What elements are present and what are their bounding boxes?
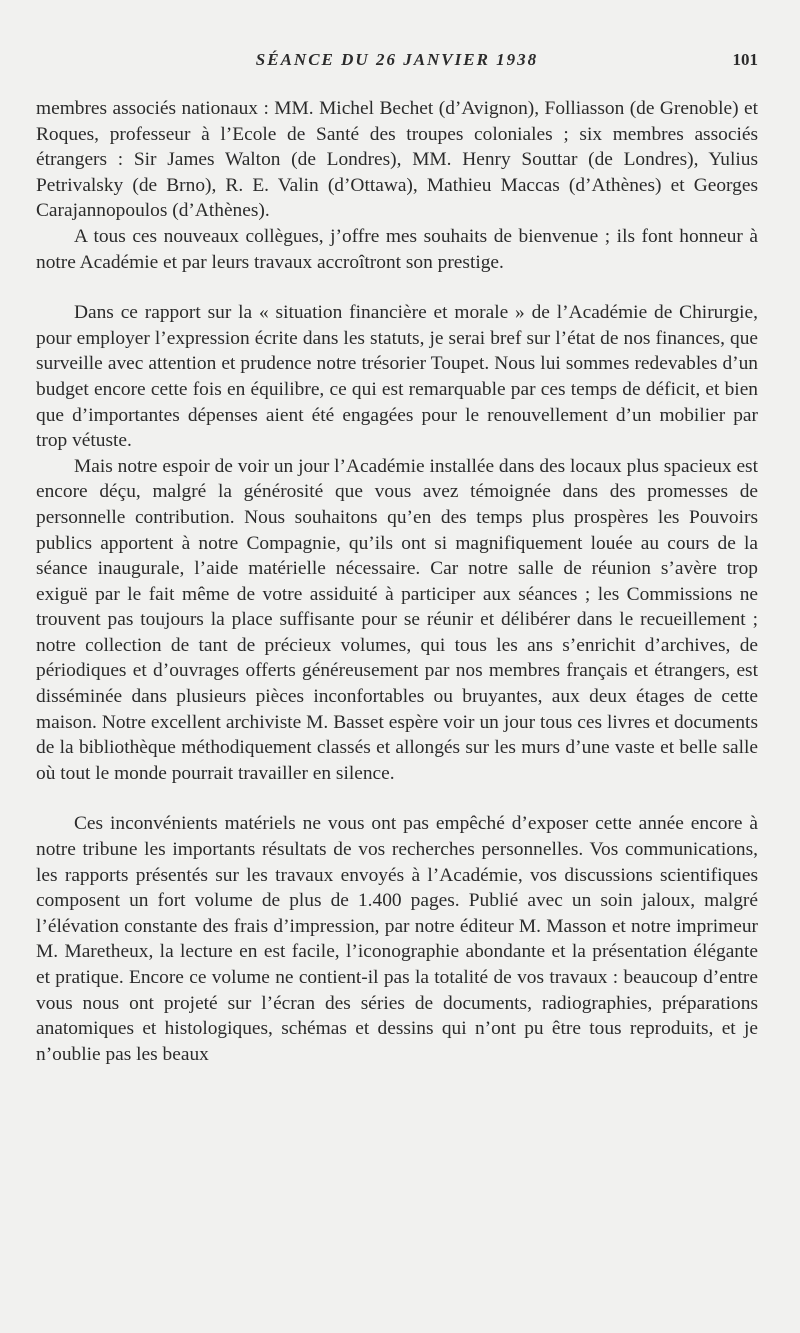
paragraph: Dans ce rapport sur la « situation financière et morale » de l’Académie de Chirurgie, pour employer l’expression écrite dans les statuts, je serai bref sur l’état de nos finances, que surveille avec attention et prudence notre trésorier Toupet. Nous lui sommes redevables d’un budget encore cette fois en équilibre, ce qui est remarquable par ces temps de déficit, et bien que d’importantes dépenses aient été engagées pour le renouvellement d’un mobilier par trop vétuste. — [36, 302, 758, 452]
page-number: 101 — [732, 50, 758, 69]
running-title: SÉANCE DU 26 JANVIER 1938 — [255, 50, 539, 69]
section-gap — [36, 275, 758, 300]
section-gap — [36, 786, 758, 811]
paragraph-continued: membres associés nationaux : MM. Michel Bechet (d’Avignon), Folliasson (de Grenoble) et Roques, professeur à l’Ecole de Santé des troupes coloniales ; six membres associés étrangers : Sir James Walton (de Londres), MM. Henry Souttar (de Londres), Yulius Petrivalsky (de Brno), R. E. Valin (d’Ottawa), Mathieu Maccas (d’Athènes) et Georges Carajannopoulos (d’Athènes). — [36, 98, 758, 222]
paragraph: A tous ces nouveaux collègues, j’offre mes souhaits de bienvenue ; ils font honneur à notre Académie et par leurs travaux accroîtront son prestige. — [36, 225, 758, 273]
body-text — [36, 96, 758, 1067]
paragraph: Ces inconvénients matériels ne vous ont pas empêché d’exposer cette année encore à notre tribune les importants résultats de vos recherches personnelles. Vos communications, les rapports présentés sur les travaux envoyés à l’Académie, vos discussions scientifiques composent un fort volume de plus de 1.400 pages. Publié avec un soin jaloux, malgré l’élévation constante des frais d’impression, par notre éditeur M. Masson et notre imprimeur M. Maretheux, la lecture en est facile, l’iconographie abondante et la présentation élégante et pratique. Encore ce volume ne contient-il pas la totalité de vos travaux : beaucoup d’entre vous nous ont projeté sur l’écran des séries de documents, radiographies, préparations anatomiques et histologiques, schémas et dessins qui n’ont pu être tous reproduits, et je n’oublie pas les beaux — [36, 813, 758, 1065]
running-header — [36, 50, 758, 78]
paragraph: Mais notre espoir de voir un jour l’Académie installée dans des locaux plus spacieux est encore déçu, malgré la générosité que vous avez témoignée dans des promesses de personnelle contribution. Nous souhaitons qu’en des temps plus prospères les Pouvoirs publics apportent à notre Compagnie, qu’ils ont si magnifiquement louée au cours de la séance inaugurale, l’aide matérielle nécessaire. Car notre salle de réunion s’avère trop exiguë par le fait même de votre assiduité à participer aux séances ; les Commissions ne trouvent pas toujours la place suffisante pour se réunir et délibérer dans le recueillement ; notre collection de tant de précieux volumes, qui tous les ans s’enrichit d’archives, de périodiques et d’ouvrages offerts généreusement par nos membres français et étrangers, est disséminée dans plusieurs pièces inconfortables ou bruyantes, aux deux étages de cette maison. Notre excellent archiviste M. Basset espère voir un jour tous ces livres et documents de la bibliothèque méthodiquement classés et allongés sur les murs d’une vaste et belle salle où tout le monde pourrait travailler en silence. — [36, 455, 758, 784]
